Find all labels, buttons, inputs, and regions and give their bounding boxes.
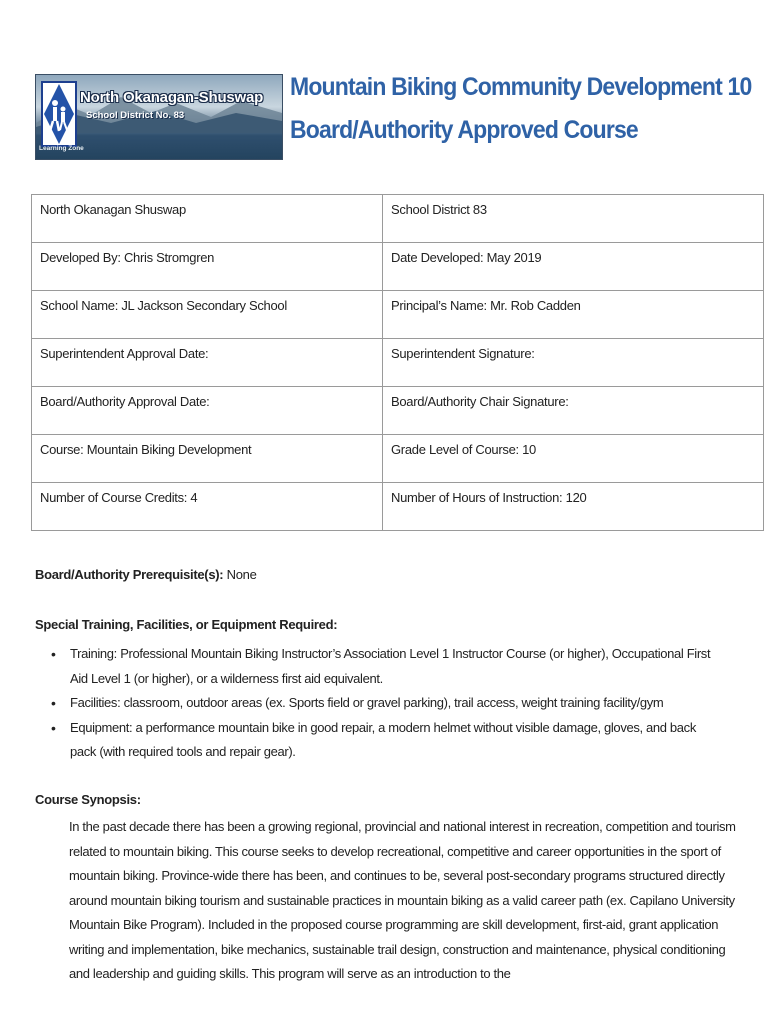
synopsis-heading: Course Synopsis: [35,792,141,807]
table-cell: Principal’s Name: Mr. Rob Cadden [383,291,764,339]
prerequisite-label: Board/Authority Prerequisite(s): [35,567,224,582]
table-cell: Date Developed: May 2019 [383,243,764,291]
list-item: • Training: Professional Mountain Biking Instructor’s Association Level 1 Instructor Course (or higher), Occupational First Aid Level 1 (or higher), or a wilderness first aid equivalent. [35,642,725,691]
table-row [32,291,764,339]
table-cell: Board/Authority Chair Signature: [383,387,764,435]
table-row [32,339,764,387]
table-cell: Developed By: Chris Stromgren [32,243,383,291]
table-cell: Course: Mountain Biking Development [32,435,383,483]
table-row [32,483,764,531]
table-row [32,435,764,483]
district-logo [35,74,283,160]
logo-district-number: School District No. 83 [86,110,185,121]
table-cell: School District 83 [383,195,764,243]
synopsis-paragraph: In the past decade there has been a growing regional, provincial and national interest in recreation, competition and tourism related to mountain biking. This course seeks to develop recreational, competitive and career opportunities in the sport of mountain biking. Province-wide there has been, and continues to be, several post-secondary programs structured directly around mountain biking tourism and sustainable practices in mountain biking as a valid career path (ex. Capilano University Mountain Bike Program). Included in the proposed course programming are skill development, first-aid, grant application writing and implementation, bike mechanics, sustainable trail design, construction and maintenance, physical conditioning and leadership and guiding skills. This program will serve as an introduction to the [69,819,736,981]
document-title [290,66,752,152]
table-cell: School Name: JL Jackson Secondary School [32,291,383,339]
logo-district-name: North Okanagan-Shuswap [80,89,264,106]
prerequisite-line [35,567,735,582]
title-line-1: Mountain Biking Community Development 10 [290,73,752,101]
list-item: • Equipment: a performance mountain bike in good repair, a modern helmet without visible damage, gloves, and back pack (with required tools and repair gear). [35,716,725,765]
logo-tagline: Learning Zone [39,145,84,152]
table-row [32,195,764,243]
course-info-table [31,194,764,531]
list-item: • Facilities: classroom, outdoor areas (ex. Sports field or gravel parking), trail access, weight training facility/gym [35,691,725,716]
table-cell: Number of Hours of Instruction: 120 [383,483,764,531]
prerequisite-value: None [223,567,257,582]
special-requirements-heading: Special Training, Facilities, or Equipment Required: [35,617,338,632]
table-cell: Board/Authority Approval Date: [32,387,383,435]
table-cell: Superintendent Signature: [383,339,764,387]
title-line-2: Board/Authority Approved Course [290,116,638,144]
school-emblem-icon [41,81,77,147]
special-requirements-list [35,642,725,765]
table-cell: Number of Course Credits: 4 [32,483,383,531]
table-row [32,387,764,435]
table-cell: Grade Level of Course: 10 [383,435,764,483]
table-cell: North Okanagan Shuswap [32,195,383,243]
table-row [32,243,764,291]
table-cell: Superintendent Approval Date: [32,339,383,387]
